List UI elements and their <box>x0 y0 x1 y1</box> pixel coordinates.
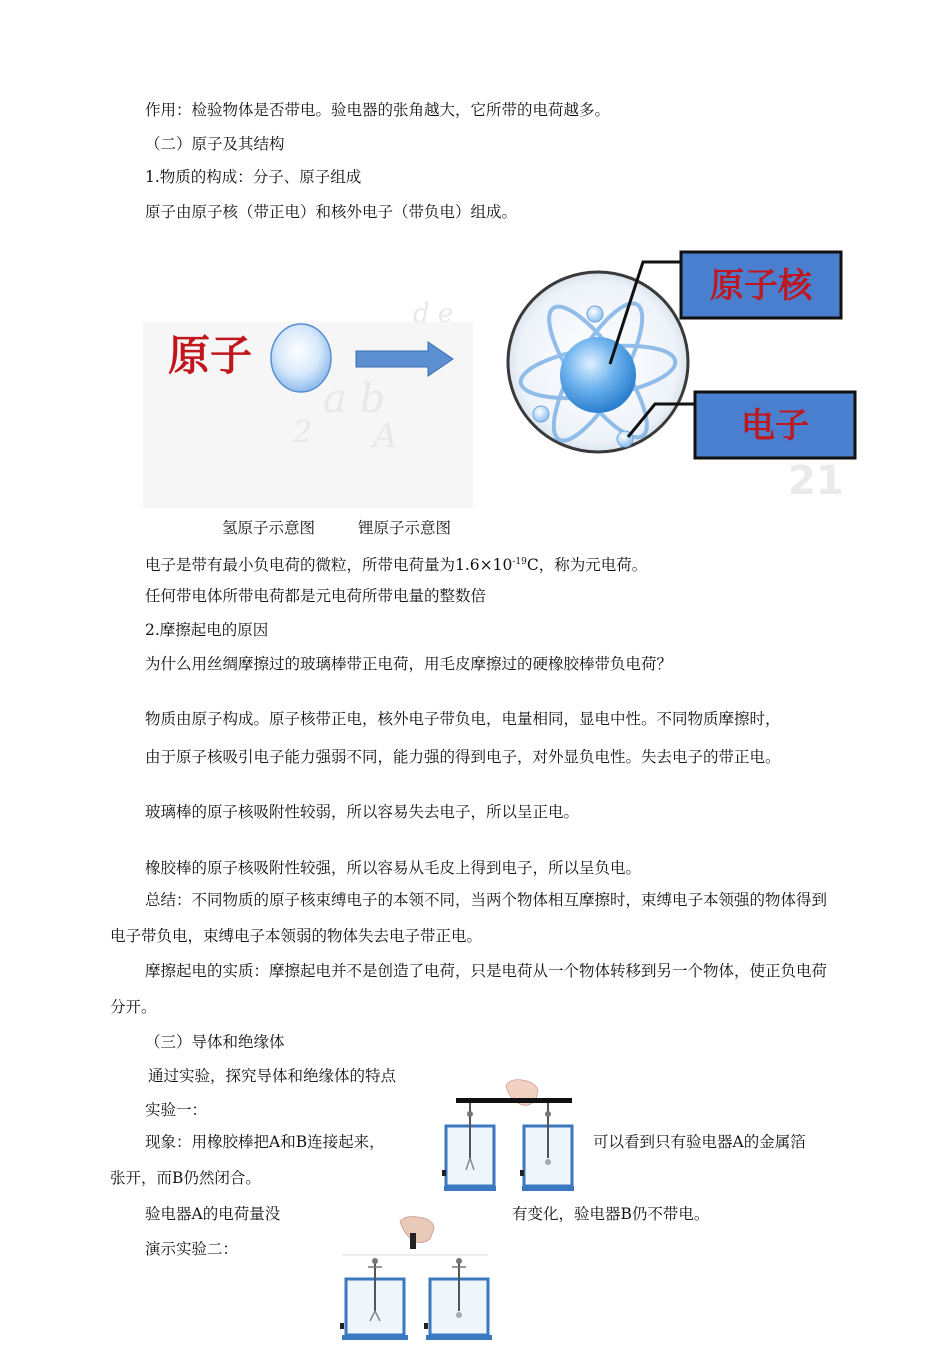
caption-hydrogen: 氢原子示意图 <box>222 519 316 537</box>
caption-lithium: 锂原子示意图 <box>358 519 452 537</box>
electron-exponent: -19 <box>512 557 527 567</box>
electroscope-b <box>424 1258 492 1340</box>
electron-charge-line <box>145 552 647 575</box>
svg-text:A: A <box>373 416 398 456</box>
matter-composition: 1.物质的构成：分子、原子组成 <box>145 168 362 186</box>
electroscope-a <box>442 1103 496 1191</box>
experiment-2-figure <box>338 1215 493 1344</box>
summary-paragraph: 总结：不同物质的原子核束缚电子的本领不同，当两个物体相互摩擦时，束缚电子本领强的物体得到电子带负电，束缚电子本领弱的物体失去电子带正电。 <box>110 891 828 945</box>
electroscope-b <box>520 1103 574 1191</box>
atom-sphere <box>271 324 331 392</box>
watermark: 21 <box>788 458 844 504</box>
svg-text:a b: a b <box>323 376 386 422</box>
nucleus-ball <box>560 337 636 413</box>
essence-paragraph: 摩擦起电的实质：摩擦起电并不是创造了电荷，只是电荷从一个物体转移到另一个物体，使正负电荷分开。 <box>110 962 828 1016</box>
atom-composition: 原子由原子核（带正电）和核外电子（带负电）组成。 <box>145 203 518 221</box>
rubber-rod <box>456 1098 572 1103</box>
explain-line-2: 由于原子核吸引电子能力强弱不同，能力强的得到电子，对外显负电性。失去电子的带正电。 <box>145 748 781 766</box>
electron-ball <box>587 306 603 322</box>
electroscope-pair-2 <box>338 1215 493 1344</box>
phenomenon-c: 张开，而B仍然闭合。 <box>110 1169 261 1187</box>
experiment-2-label: 演示实验二： <box>145 1240 239 1258</box>
phenomenon-a: 现象：用橡胶棒把A和B连接起来， <box>145 1133 385 1151</box>
hand-icon <box>400 1217 434 1243</box>
electron-text-a: 电子是带有最小负电荷的微粒，所带电荷量为1.6×10 <box>145 556 513 574</box>
glass-rod-line: 玻璃棒的原子核吸附性较弱，所以容易失去电子，所以呈正电。 <box>145 803 580 821</box>
nucleus-label: 原子核 <box>710 266 812 306</box>
experiment-1-figure <box>440 1078 580 1193</box>
charge-line-a: 验电器A的电荷量没 <box>145 1205 281 1223</box>
charge-line-b: 有变化，验电器B仍不带电。 <box>512 1205 710 1223</box>
svg-text:d e: d e <box>413 299 454 329</box>
rod-tip <box>410 1233 416 1249</box>
section-heading-3: （三）导体和绝缘体 <box>145 1033 285 1051</box>
electroscope-a <box>340 1258 408 1340</box>
phenomenon-b: 可以看到只有验电器A的金属箔 <box>593 1133 806 1151</box>
explore-line: 通过实验，探究导体和绝缘体的特点 <box>148 1067 397 1085</box>
electron-ball <box>533 406 549 422</box>
electroscope-pair-1 <box>440 1078 580 1193</box>
rubber-rod-line: 橡胶棒的原子核吸附性较强，所以容易从毛皮上得到电子，所以呈负电。 <box>145 859 642 877</box>
atom-label: 原子 <box>168 331 253 380</box>
experiment-1-label: 实验一： <box>145 1101 208 1119</box>
friction-question: 为什么用丝绸摩擦过的玻璃棒带正电荷，用毛皮摩擦过的硬橡胶棒带负电荷？ <box>145 655 673 673</box>
atom-diagram <box>143 232 878 508</box>
explain-line-1: 物质由原子构成。原子核带正电，核外电子带负电，电量相同，显电中性。不同物质摩擦时， <box>145 710 781 728</box>
function-line: 作用：检验物体是否带电。验电器的张角越大，它所带的电荷越多。 <box>145 101 611 119</box>
electron-text-b: C，称为元电荷。 <box>526 556 648 574</box>
atom-structure-figure <box>143 232 878 508</box>
integer-multiple-line: 任何带电体所带电荷都是元电荷所带电量的整数倍 <box>145 587 487 605</box>
electron-label: 电子 <box>741 406 809 446</box>
svg-text:2: 2 <box>293 415 313 450</box>
section-heading-2: （二）原子及其结构 <box>145 135 285 153</box>
friction-heading: 2.摩擦起电的原因 <box>145 621 269 639</box>
